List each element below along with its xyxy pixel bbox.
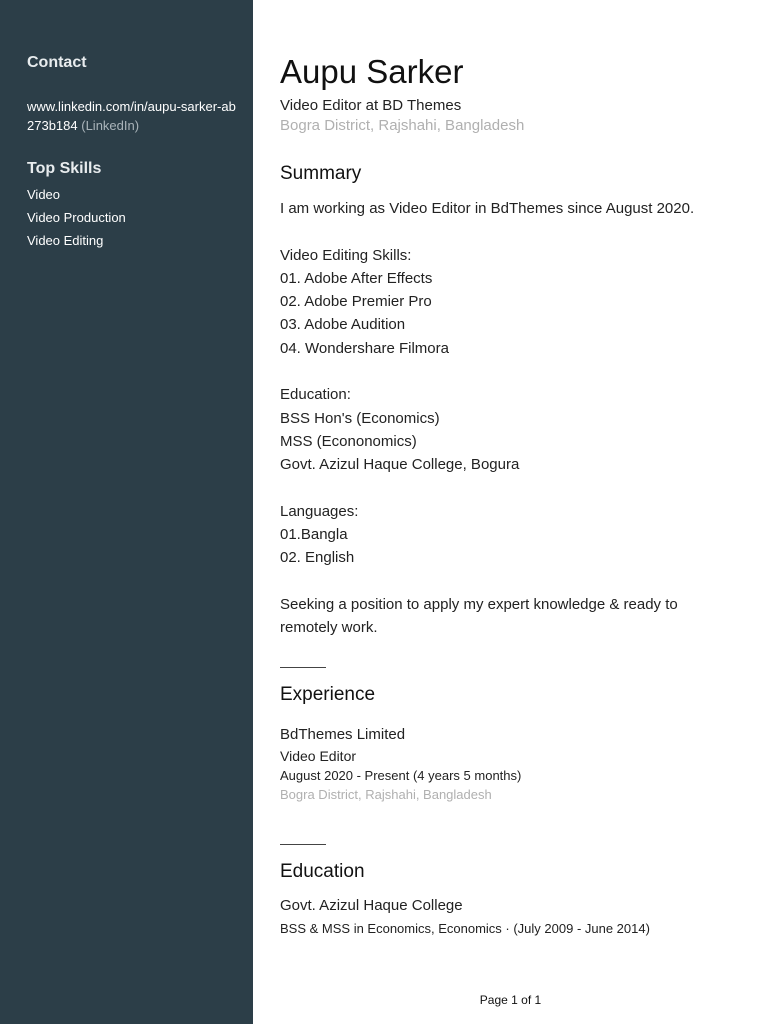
summary-language: 02. English [280,549,355,567]
summary-education-label: Education: [280,386,351,404]
summary-language: 01.Bangla [280,526,348,544]
sidebar [0,0,253,1024]
profile-location: Bogra District, Rajshahi, Bangladesh [280,117,525,134]
summary-education-item: MSS (Econonomics) [280,432,417,450]
top-skills-list [27,185,126,254]
linkedin-label: (LinkedIn) [81,118,140,133]
summary-body [280,197,720,640]
summary-skill: 01. Adobe After Effects [280,269,433,287]
experience-dates: August 2020 - Present (4 years 5 months) [280,768,522,783]
summary-closing: Seeking a position to apply my expert knowledge & ready to remotely work. [280,596,678,637]
skill-item: Video [27,187,61,202]
profile-headline: Video Editor at BD Themes [280,97,462,114]
summary-skill: 02. Adobe Premier Pro [280,293,432,311]
experience-company: BdThemes Limited [280,726,406,743]
contact-heading: Contact [27,54,87,71]
section-divider [280,667,326,668]
education-degree: BSS & MSS in Economics, Economics · (July 2009 - June 2014) [280,921,650,936]
summary-heading: Summary [280,163,362,184]
education-heading: Education [280,861,365,882]
section-divider [280,844,326,845]
summary-skills-label: Video Editing Skills: [280,246,412,264]
education-school: Govt. Azizul Haque College [280,897,463,914]
experience-title: Video Editor [280,748,357,764]
summary-education-item: Govt. Azizul Haque College, Bogura [280,456,520,474]
linkedin-contact[interactable] [27,97,242,135]
linkedin-url[interactable]: www.linkedin.com/in/aupu-sarker-ab273b184 [27,99,236,133]
experience-heading: Experience [280,684,376,705]
page-number: Page 1 of 1 [479,993,542,1007]
summary-skill: 04. Wondershare Filmora [280,339,449,357]
top-skills-heading: Top Skills [27,160,102,177]
skill-item: Video Editing [27,233,104,248]
summary-education-item: BSS Hon's (Economics) [280,409,440,427]
profile-name: Aupu Sarker [280,53,464,90]
summary-languages-label: Languages: [280,502,359,520]
summary-skill: 03. Adobe Audition [280,316,406,334]
summary-intro: I am working as Video Editor in BdThemes since August 2020. [280,200,695,217]
experience-location: Bogra District, Rajshahi, Bangladesh [280,787,492,802]
skill-item: Video Production [27,210,126,225]
